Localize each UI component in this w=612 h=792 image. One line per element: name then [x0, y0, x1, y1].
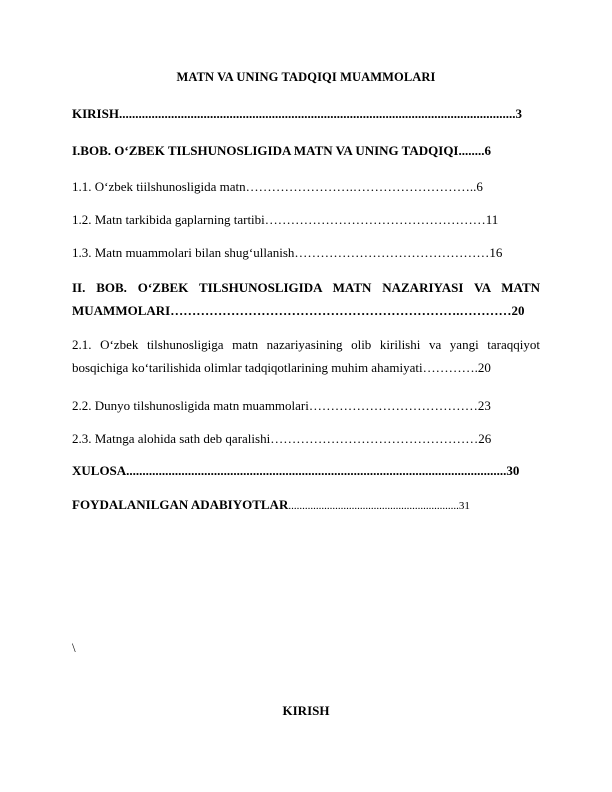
stray-backslash: \: [72, 640, 76, 655]
toc-entry-2-3: 2.3. Matnga alohida sath deb qaralishi…………………………………………26: [72, 431, 492, 446]
document-title: MATN VA UNING TADQIQI MUAMMOLARI: [176, 70, 436, 84]
toc-entry-chapter-2: II. BOB. O‘ZBEK TILSHUNOSLIGIDA MATN NAZARIYASI VA MATN MUAMMOLARI………………………………………………………….…………20: [72, 280, 540, 318]
toc-entry-bibliography: [72, 497, 540, 513]
toc-entry-chapter-1: I.BOB. O‘ZBEK TILSHUNOSLIGIDA MATN VA UNING TADQIQI........6: [72, 143, 491, 158]
toc-entry-1-3: 1.3. Matn muammolari bilan shug‘ullanish………………………………………16: [72, 245, 503, 260]
toc-entry-xulosa: XULOSA.....................................................................................................................30: [72, 463, 520, 478]
toc-entry-1-1: 1.1. O‘zbek tiilshunosligida matn…………………….………………………..6: [72, 179, 483, 194]
toc-entry-bibliography-label: FOYDALANILGAN ADABIYOTLAR: [72, 497, 289, 512]
toc-entry-2-2: 2.2. Dunyo tilshunosligida matn muammolari…………………………………23: [72, 398, 491, 413]
toc-entry-1-2: 1.2. Matn tarkibida gaplarning tartibi……………………………………………11: [72, 212, 499, 227]
kirish-heading: KIRISH: [282, 703, 330, 718]
toc-entry-kirish: KIRISH..........................................................................................................................3: [72, 106, 522, 121]
toc-entry-2-1: 2.1. O‘zbek tilshunosligiga matn nazariyasining olib kirilishi va yangi taraqqiyot bosqichiga ko‘tarilishida olimlar tadqiqotlarining muhim ahamiyati………….20: [72, 337, 540, 375]
toc-entry-bibliography-dots: ..............................................................31: [288, 500, 470, 512]
